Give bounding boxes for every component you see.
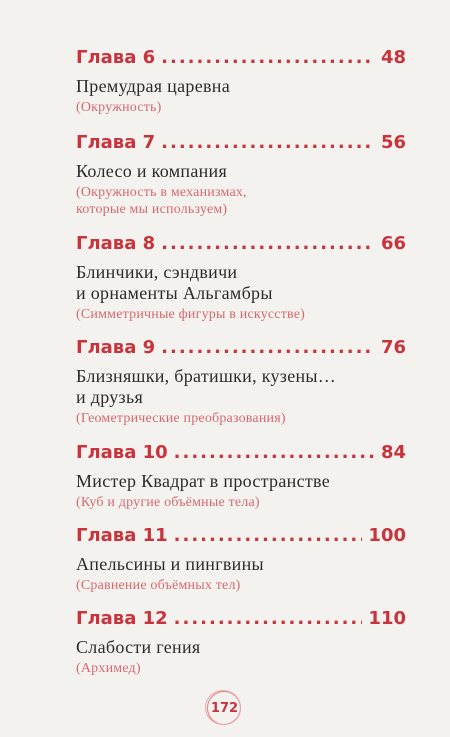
chapter-label: Глава 6 <box>76 47 156 68</box>
chapter-heading <box>76 131 406 155</box>
toc-entry-chapter-12[interactable] <box>76 607 406 677</box>
chapter-title-line-1: Блинчики, сэндвичи <box>76 262 238 282</box>
chapter-title: Апельсины и пингвины <box>76 554 264 574</box>
chapter-title-line-2: и орнаменты Альгамбры <box>76 283 273 303</box>
chapter-page-number: 56 <box>380 132 406 153</box>
page-number-badge <box>207 691 241 725</box>
chapter-heading <box>76 524 406 548</box>
chapter-title: Слабости гения <box>76 637 201 657</box>
chapter-page-number: 48 <box>380 47 406 68</box>
chapter-label: Глава 12 <box>76 608 168 629</box>
dot-leader <box>174 441 375 465</box>
toc-entry-chapter-9[interactable] <box>76 336 406 427</box>
chapter-subtitle: (Куб и другие объёмные тела) <box>76 495 260 510</box>
chapter-subtitle-line-1: (Окружность в механизмах, <box>76 185 247 200</box>
chapter-page-number: 66 <box>380 233 406 254</box>
chapter-subtitle: (Архимед) <box>76 661 141 676</box>
dot-leader <box>161 131 375 155</box>
toc-entry-chapter-7[interactable] <box>76 131 406 218</box>
chapter-title: Премудрая царевна <box>76 76 231 96</box>
dot-leader <box>174 607 363 631</box>
dot-leader <box>161 232 375 256</box>
chapter-heading <box>76 46 406 70</box>
chapter-label: Глава 10 <box>76 442 168 463</box>
page-number: 172 <box>210 701 239 716</box>
chapter-label: Глава 11 <box>76 525 168 546</box>
toc-entry-chapter-11[interactable] <box>76 524 406 594</box>
chapter-title: Мистер Квадрат в пространстве <box>76 471 331 491</box>
dot-leader <box>161 336 375 360</box>
chapter-subtitle: (Симметричные фигуры в искусстве) <box>76 307 306 322</box>
chapter-subtitle: (Геометрические преобразования) <box>76 411 286 426</box>
chapter-label: Глава 7 <box>76 132 156 153</box>
chapter-subtitle-line-2: которые мы используем) <box>76 202 228 217</box>
chapter-label: Глава 9 <box>76 337 156 358</box>
chapter-heading <box>76 336 406 360</box>
dot-leader <box>174 524 363 548</box>
chapter-title-line-2: и друзья <box>76 387 144 407</box>
chapter-heading <box>76 607 406 631</box>
chapter-subtitle: (Окружность) <box>76 100 162 115</box>
chapter-page-number: 100 <box>368 525 406 546</box>
chapter-page-number: 110 <box>368 608 406 629</box>
chapter-title: Колесо и компания <box>76 161 228 181</box>
chapter-page-number: 76 <box>380 337 406 358</box>
dot-leader <box>161 46 375 70</box>
chapter-heading <box>76 441 406 465</box>
chapter-label: Глава 8 <box>76 233 156 254</box>
chapter-heading <box>76 232 406 256</box>
toc-entry-chapter-8[interactable] <box>76 232 406 323</box>
toc-entry-chapter-10[interactable] <box>76 441 406 511</box>
chapter-page-number: 84 <box>380 442 406 463</box>
toc-entry-chapter-6[interactable] <box>76 46 406 116</box>
chapter-subtitle: (Сравнение объёмных тел) <box>76 578 241 593</box>
chapter-title-line-1: Близняшки, братишки, кузены… <box>76 366 337 386</box>
